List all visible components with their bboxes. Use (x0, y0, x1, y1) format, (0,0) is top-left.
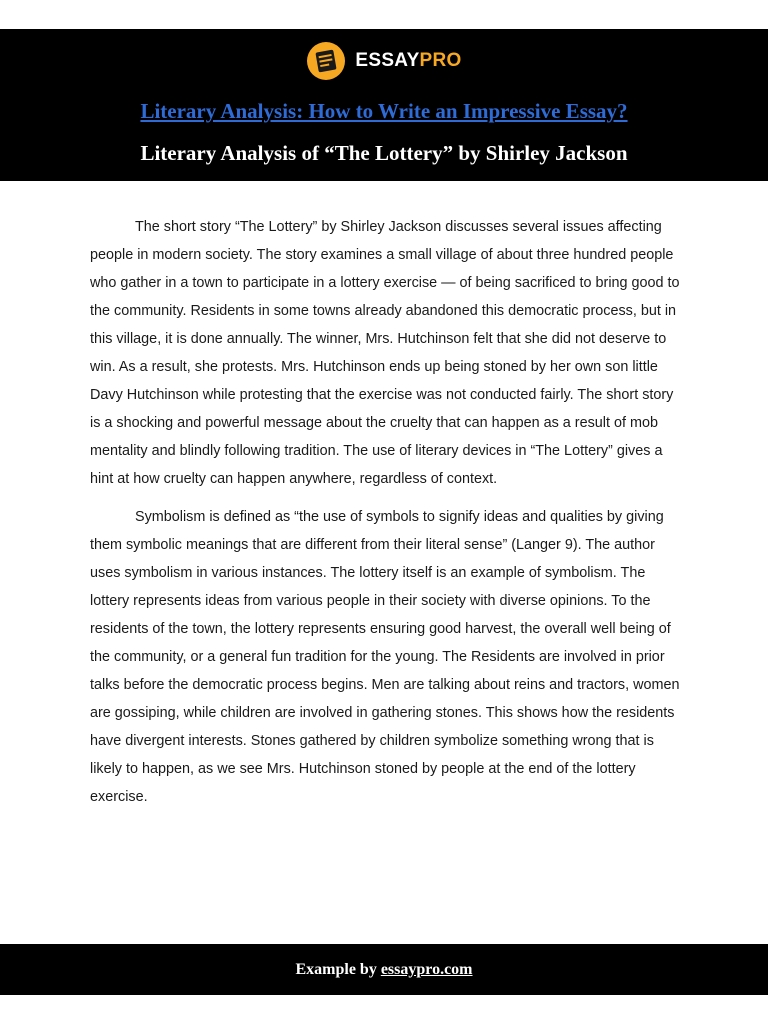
footer-link[interactable]: essaypro.com (380, 960, 473, 978)
paragraph: The short story “The Lottery” by Shirley Jackson discusses several issues affecting people in modern society. The story examines a small village of about three hundred people who gather in a town to participate in a lottery exercise — of being sacrificed to bring good to the community. Residents in some towns already abandoned this democratic process, but in this village, it is done annually. The winner, Mrs. Hutchinson felt that she did not deserve to win. As a result, she protests. Mrs. Hutchinson ends up being stoned by her own son little Davy Hutchinson while protesting that the exercise was not conducted fairly. The short story is a shocking and powerful message about the cruelty that can happen as a result of mob mentality and blindly following tradition. The use of literary devices in “The Lottery” gives a hint at how cruelty can happen anywhere, regardless of context. (90, 219, 680, 487)
logo-text-essay: ESSAY (355, 50, 420, 71)
essaypro-logo-icon (306, 41, 346, 81)
paragraph: Symbolism is defined as “the use of symbols to signify ideas and qualities by giving them symbolic meanings that are different from their literal sense” (Langer 9). The author uses symbolism in various instances. The lottery itself is an example of symbolism. The lottery represents ideas from various people in their society with diverse opinions. To the residents of the town, the lottery represents ensuring good harvest, the overall well being of the community, or a general fun tradition for the young. The Residents are involved in prior talks before the democratic process begins. Men are talking about reins and tractors, women are gossiping, while children are involved in gathering stones. This shows how the residents have divergent interests. Stones gathered by children symbolize something wrong that is likely to happen, as we see Mrs. Hutchinson stoned by people at the end of the lottery exercise. (90, 509, 680, 805)
essay-body (90, 213, 680, 821)
guide-link[interactable]: Literary Analysis: How to Write an Impressive Essay? (140, 99, 628, 123)
footer-banner (0, 944, 768, 995)
logo-text (355, 50, 461, 72)
logo-text-pro: PRO (419, 50, 462, 71)
header-banner (0, 29, 768, 181)
footer-prefix: Example by (295, 960, 381, 978)
essay-title: Literary Analysis of “The Lottery” by Shirley Jackson (140, 141, 628, 165)
essaypro-logo[interactable] (0, 39, 768, 83)
